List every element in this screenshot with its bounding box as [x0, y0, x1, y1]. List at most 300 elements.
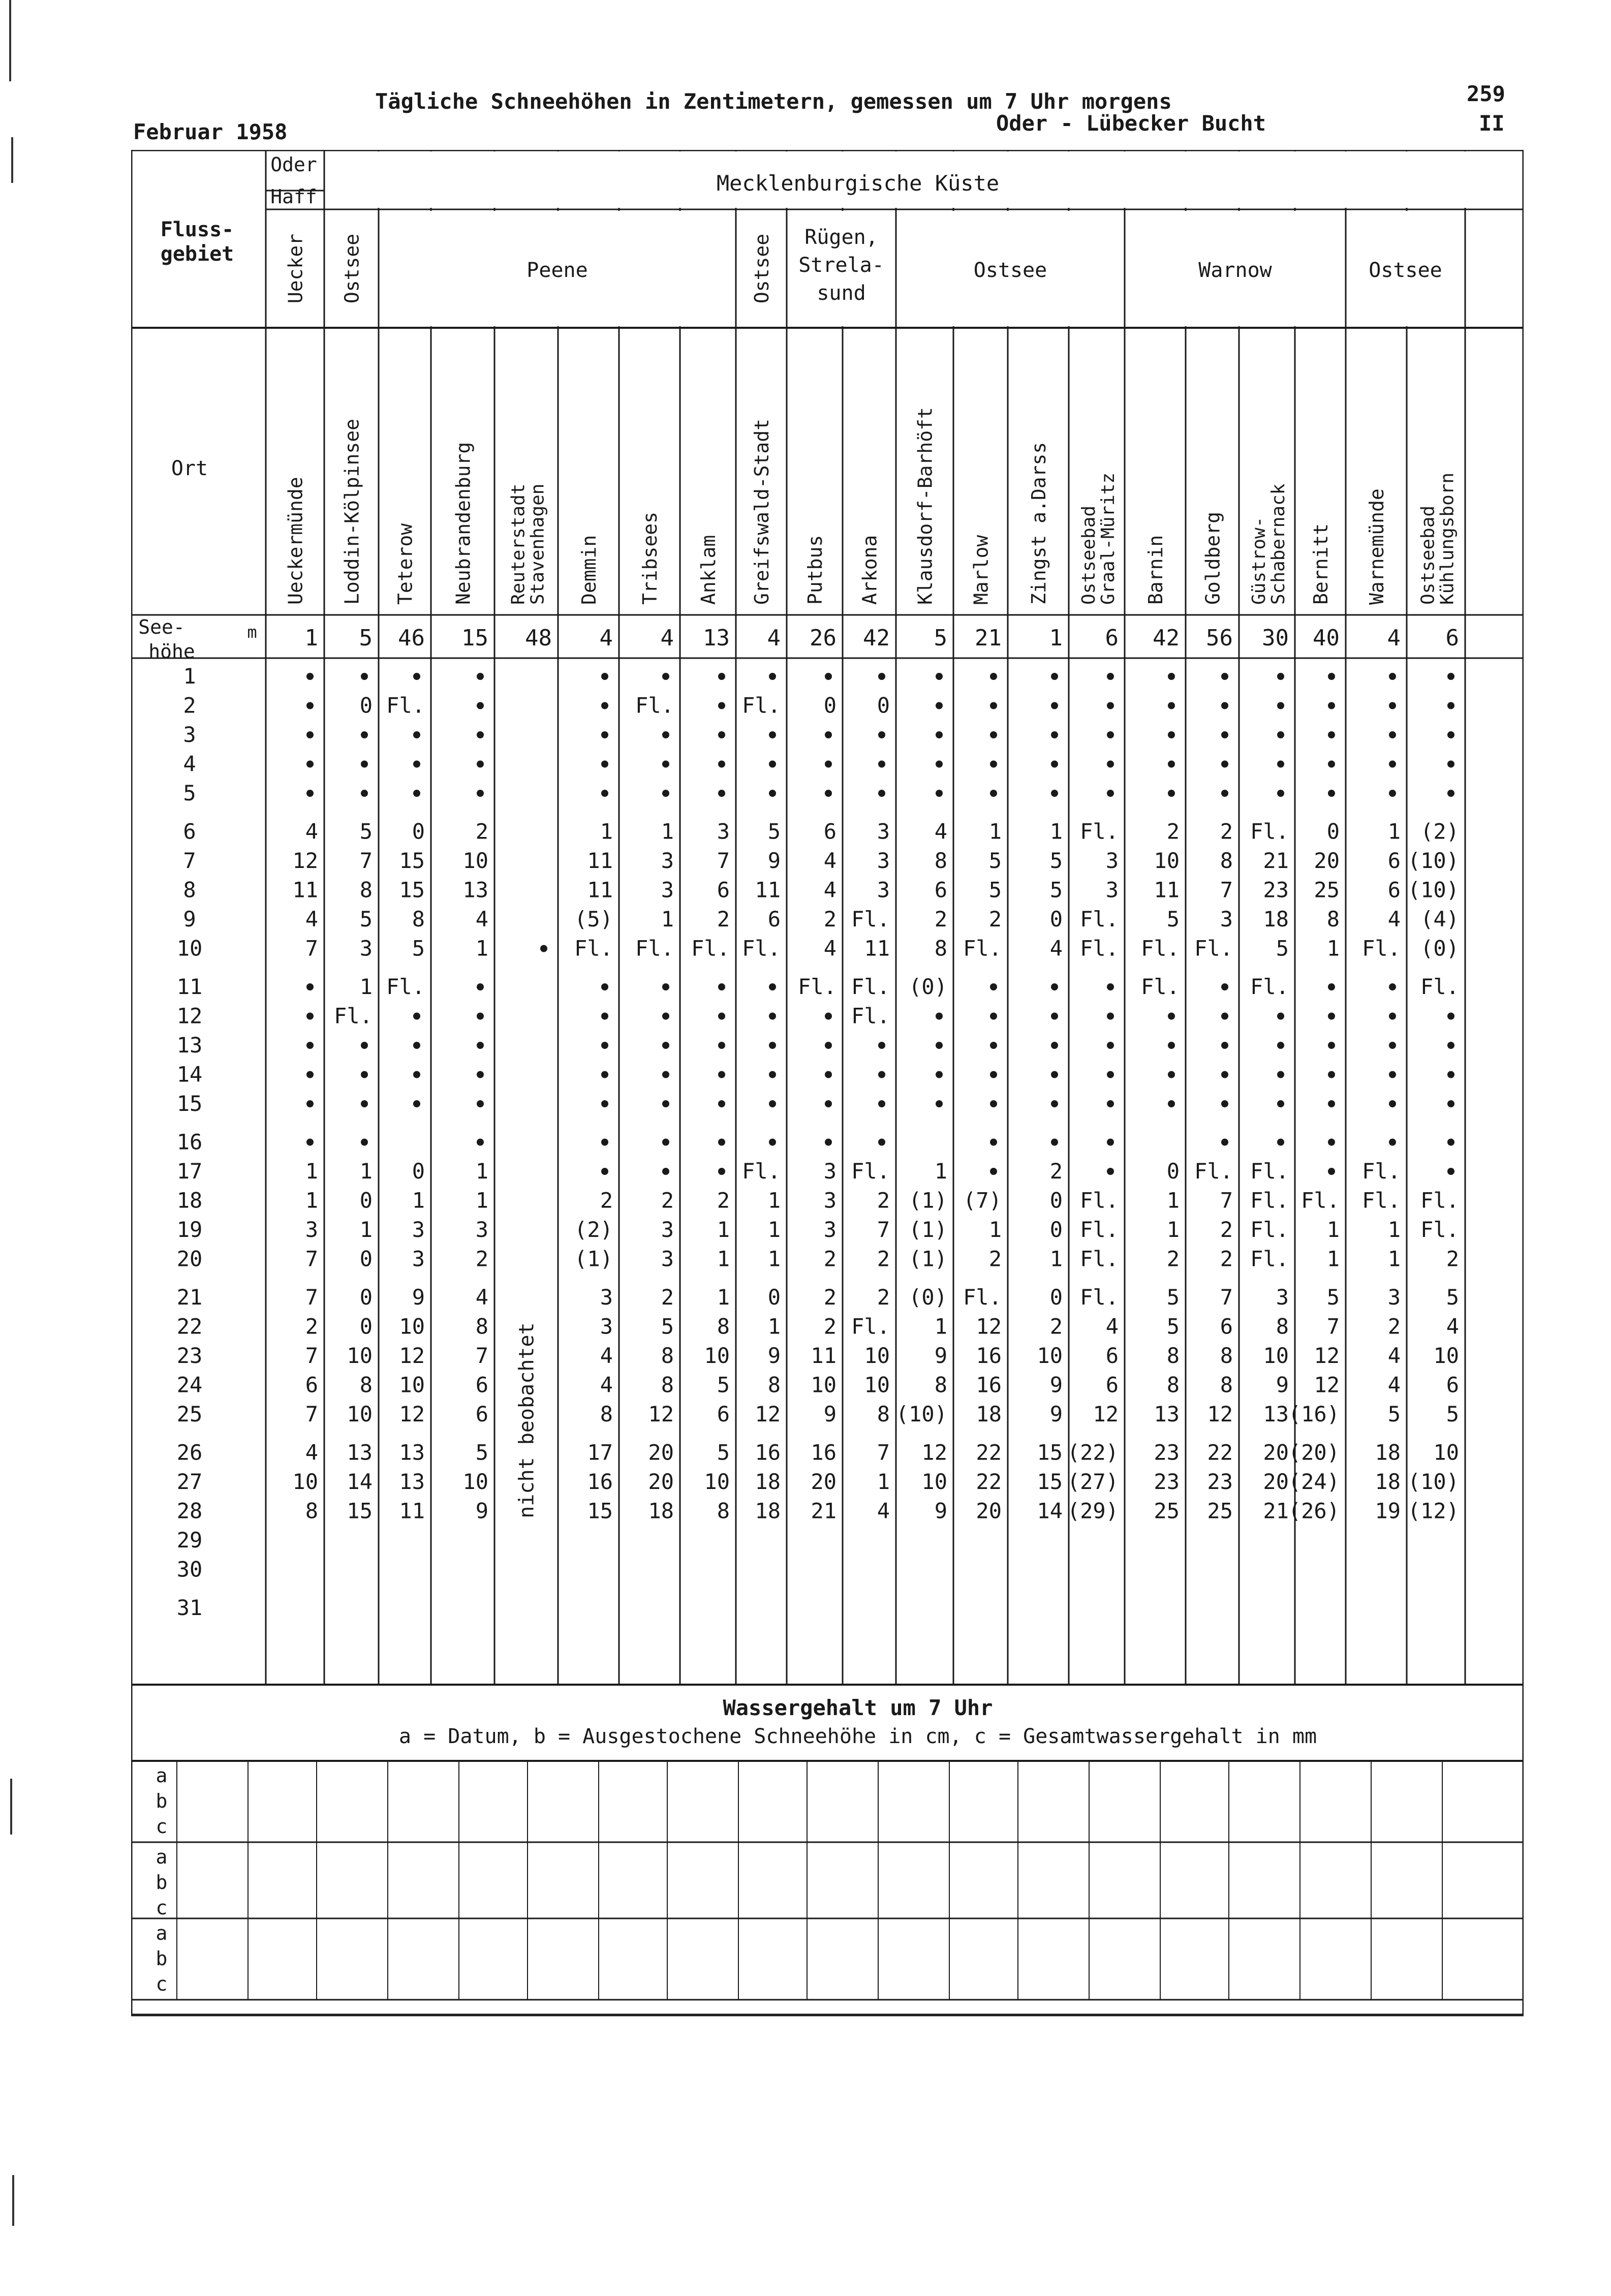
observation-value: 8 — [661, 1343, 674, 1368]
observation-value: 13 — [399, 1440, 425, 1465]
observation-value: 14 — [347, 1469, 373, 1494]
observation-value: (2) — [574, 1217, 613, 1242]
observation-dot — [1447, 790, 1454, 797]
observation-dot — [1051, 1100, 1058, 1107]
observation-value: 5 — [661, 1314, 674, 1339]
observation-value: 6 — [934, 877, 947, 903]
observation-value: 8 — [600, 1402, 613, 1426]
observation-value: 3 — [661, 1246, 674, 1271]
observation-value: 5 — [1446, 1285, 1459, 1310]
observation-dot — [878, 731, 885, 738]
observation-value: 12 — [292, 848, 318, 873]
observation-value: 2 — [934, 907, 947, 932]
observation-dot — [769, 1013, 776, 1020]
observation-value: 8 — [1220, 848, 1233, 873]
observation-value: 6 — [1387, 848, 1401, 873]
observation-value: Fl. — [1250, 1217, 1289, 1242]
river-group-label: Ostsee — [973, 259, 1047, 282]
observation-dot — [1277, 673, 1284, 680]
observation-dot — [1277, 790, 1284, 797]
observation-value: 0 — [1326, 819, 1340, 844]
observation-value: Fl. — [851, 1159, 890, 1184]
observation-value: 4 — [305, 819, 318, 844]
observation-dot — [601, 790, 608, 797]
observation-value: 0 — [1049, 1188, 1063, 1213]
observation-dot — [662, 790, 669, 797]
station-name: Zingst a.Darss — [1028, 442, 1050, 605]
observation-dot — [306, 761, 314, 768]
day-label: 29 — [176, 1528, 203, 1553]
observation-value: Fl. — [851, 1314, 890, 1339]
station-name: Barnin — [1144, 535, 1167, 605]
observation-value: (4) — [1420, 907, 1459, 932]
observation-dot — [413, 1071, 420, 1078]
observation-dot — [601, 1042, 608, 1049]
observation-dot — [769, 761, 776, 768]
observation-dot — [718, 1013, 725, 1020]
observation-dot — [1107, 1071, 1114, 1078]
not-observed-note: nicht beobachtet — [515, 1322, 539, 1518]
observation-value: 0 — [359, 1285, 373, 1310]
station-name: Graal-Müritz — [1098, 472, 1119, 605]
observation-dot — [1328, 1013, 1335, 1020]
observation-value: 13 — [399, 1469, 425, 1494]
observation-dot — [878, 1139, 885, 1146]
observation-dot — [718, 1071, 725, 1078]
observation-value: 3 — [823, 1217, 837, 1242]
station-name: Loddin-Kölpinsee — [340, 418, 363, 605]
observation-dot — [1221, 702, 1228, 709]
observation-value: Fl. — [1080, 936, 1119, 961]
day-label: 16 — [176, 1129, 203, 1155]
observation-value: 3 — [600, 1285, 613, 1310]
observation-value: 4 — [600, 1372, 613, 1398]
sheet-month: Februar 1958 — [133, 119, 288, 144]
observation-dot — [1168, 731, 1175, 738]
observation-value: 18 — [648, 1498, 674, 1524]
observation-dot — [936, 673, 943, 680]
observation-value: 5 — [1049, 877, 1063, 903]
observation-value: 0 — [1049, 1285, 1063, 1310]
station-height: 42 — [1153, 625, 1180, 651]
observation-value: Fl. — [1080, 1285, 1119, 1310]
observation-value: 1 — [475, 936, 488, 961]
observation-dot — [936, 731, 943, 738]
observation-dot — [477, 1013, 484, 1020]
observation-value: 6 — [305, 1372, 318, 1398]
station-height: 46 — [398, 625, 425, 651]
station-name: Demmin — [578, 535, 600, 605]
observation-value: 3 — [1105, 848, 1119, 873]
observation-value: 7 — [1220, 1285, 1233, 1310]
observation-value: 23 — [1263, 877, 1289, 903]
observation-dot — [1221, 1013, 1228, 1020]
observation-value: 16 — [587, 1469, 613, 1494]
observation-value: 2 — [1220, 1217, 1233, 1242]
observation-value: 10 — [347, 1402, 373, 1426]
day-label: 12 — [176, 1003, 203, 1029]
observation-dot — [361, 1139, 368, 1146]
observation-value: 1 — [359, 1217, 373, 1242]
observation-value: 20 — [976, 1498, 1002, 1524]
observation-value: Fl. — [1141, 936, 1180, 961]
river-group-label: Strela- — [798, 254, 884, 277]
observation-value: 2 — [988, 907, 1002, 932]
observation-value: 20 — [1314, 848, 1340, 873]
day-label: 18 — [176, 1188, 203, 1213]
observation-value: 13 — [462, 877, 488, 903]
station-height: 4 — [1387, 625, 1401, 651]
observation-value: 5 — [1387, 1402, 1401, 1426]
observation-dot — [306, 1042, 314, 1049]
observation-dot — [1168, 1013, 1175, 1020]
observation-dot — [601, 1100, 608, 1107]
observation-value: (12) — [1407, 1498, 1459, 1524]
observation-dot — [1107, 983, 1114, 990]
station-height: 42 — [863, 625, 890, 651]
observation-value: Fl. — [1080, 1217, 1119, 1242]
observation-dot — [662, 673, 669, 680]
observation-value: (16) — [1288, 1402, 1340, 1426]
observation-dot — [769, 1042, 776, 1049]
ort-label: Ort — [171, 457, 208, 480]
observation-value: 10 — [1433, 1440, 1459, 1465]
observation-value: Fl. — [963, 936, 1002, 961]
observation-value: 8 — [1326, 907, 1340, 932]
observation-value: 3 — [661, 877, 674, 903]
station-name: Arkona — [858, 535, 881, 605]
observation-value: 12 — [399, 1343, 425, 1368]
observation-dot — [662, 731, 669, 738]
observation-dot — [1389, 1139, 1396, 1146]
water-row-letter: c — [156, 1897, 168, 1919]
observation-value: 21 — [811, 1498, 837, 1524]
observation-value: 10 — [462, 848, 488, 873]
observation-value: 6 — [717, 877, 730, 903]
observation-dot — [1447, 1100, 1454, 1107]
observation-value: 1 — [717, 1285, 730, 1310]
observation-value: 20 — [1263, 1469, 1289, 1494]
observation-value: 11 — [587, 848, 613, 873]
observation-dot — [718, 1042, 725, 1049]
observation-value: 9 — [934, 1498, 947, 1524]
observation-value: Fl. — [1080, 1246, 1119, 1271]
station-name: Anklam — [697, 535, 720, 605]
observation-value: Fl. — [1194, 1159, 1233, 1184]
observation-value: 9 — [475, 1498, 488, 1524]
river-group-label: Ostsee — [1369, 259, 1442, 282]
observation-value: 6 — [475, 1372, 488, 1398]
observation-value: 1 — [305, 1188, 318, 1213]
observation-value: Fl. — [851, 974, 890, 999]
observation-value: 8 — [717, 1498, 730, 1524]
day-label: 25 — [176, 1402, 203, 1426]
observation-value: 4 — [934, 819, 947, 844]
water-legend: a = Datum, b = Ausgestochene Schneehöhe in cm, c = Gesamtwassergehalt in mm — [398, 1725, 1317, 1748]
observation-value: Fl. — [1250, 1159, 1289, 1184]
observation-value: 18 — [1375, 1440, 1401, 1465]
observation-dot — [1277, 702, 1284, 709]
observation-value: 1 — [877, 1469, 890, 1494]
observation-dot — [306, 673, 314, 680]
day-label: 9 — [183, 907, 196, 932]
observation-dot — [718, 1168, 725, 1175]
observation-value: 2 — [1166, 819, 1180, 844]
observation-dot — [1277, 731, 1284, 738]
observation-dot — [1168, 1071, 1175, 1078]
observation-value: Fl. — [963, 1285, 1002, 1310]
observation-dot — [1168, 673, 1175, 680]
observation-dot — [718, 1139, 725, 1146]
station-height: 6 — [1105, 625, 1119, 651]
observation-value: 3 — [305, 1217, 318, 1242]
observation-value: Fl. — [1080, 819, 1119, 844]
observation-dot — [361, 790, 368, 797]
observation-value: 11 — [811, 1343, 837, 1368]
observation-value: 5 — [1166, 907, 1180, 932]
station-height: 4 — [599, 625, 613, 651]
observation-value: 7 — [305, 1343, 318, 1368]
observation-value: 13 — [347, 1440, 373, 1465]
day-label: 22 — [176, 1314, 203, 1339]
observation-value: Fl. — [1250, 819, 1289, 844]
observation-value: 8 — [359, 877, 373, 903]
station-name: Putbus — [804, 535, 826, 605]
page-number: 259 — [1467, 81, 1505, 106]
observation-dot — [878, 1071, 885, 1078]
observation-value: 6 — [1105, 1343, 1119, 1368]
observation-value: Fl. — [742, 693, 781, 718]
observation-value: Fl. — [1250, 974, 1289, 999]
observation-value: 5 — [1276, 936, 1289, 961]
observation-value: 18 — [976, 1402, 1002, 1426]
observation-dot — [825, 1100, 832, 1107]
station-name: Ostseebad — [1078, 505, 1099, 605]
observation-value: 5 — [359, 819, 373, 844]
observation-value: 9 — [823, 1402, 837, 1426]
observation-value: 1 — [1049, 819, 1063, 844]
day-label: 31 — [176, 1595, 203, 1620]
scan-edge-mark — [12, 2175, 14, 2226]
station-name: Warnemünde — [1366, 488, 1388, 605]
day-label: 5 — [183, 781, 196, 805]
observation-value: (2) — [1420, 819, 1459, 844]
observation-dot — [718, 761, 725, 768]
observation-value: 4 — [1387, 1372, 1401, 1398]
observation-value: 8 — [1166, 1372, 1180, 1398]
seehoehe-label: See- — [138, 616, 185, 638]
observation-value: 1 — [767, 1217, 781, 1242]
observation-dot — [1221, 1071, 1228, 1078]
observation-value: 16 — [811, 1440, 837, 1465]
observation-dot — [990, 702, 997, 709]
observation-dot — [1107, 761, 1114, 768]
water-row-letter: b — [156, 1947, 168, 1970]
observation-dot — [1107, 1013, 1114, 1020]
station-height: 1 — [1049, 625, 1063, 651]
observation-value: 2 — [823, 1285, 837, 1310]
observation-value: 1 — [767, 1314, 781, 1339]
observation-value: 12 — [1207, 1402, 1233, 1426]
observation-value: 12 — [1093, 1402, 1119, 1426]
observation-dot — [601, 1071, 608, 1078]
observation-dot — [825, 673, 832, 680]
observation-value: 11 — [587, 877, 613, 903]
oder-haff-label: Oder — [270, 153, 317, 176]
observation-dot — [477, 1071, 484, 1078]
observation-dot — [825, 731, 832, 738]
observation-value: 10 — [292, 1469, 318, 1494]
observation-dot — [413, 1042, 420, 1049]
day-label: 28 — [176, 1498, 203, 1524]
observation-dot — [1447, 702, 1454, 709]
observation-value: 7 — [877, 1440, 890, 1465]
water-row-letter: b — [156, 1790, 168, 1812]
observation-dot — [990, 1168, 997, 1175]
observation-dot — [1107, 1139, 1114, 1146]
observation-value: 5 — [988, 877, 1002, 903]
observation-value: 12 — [1314, 1343, 1340, 1368]
observation-value: (0) — [1420, 936, 1459, 961]
day-label: 30 — [176, 1557, 203, 1582]
observation-dot — [601, 761, 608, 768]
observation-value: 5 — [988, 848, 1002, 873]
observation-value: 4 — [823, 877, 837, 903]
observation-dot — [1051, 702, 1058, 709]
coast-label: Mecklenburgische Küste — [716, 171, 1000, 196]
observation-value: 0 — [412, 1159, 425, 1184]
observation-value: 1 — [988, 1217, 1002, 1242]
river-group-label: Ostsee — [340, 233, 363, 304]
water-title: Wassergehalt um 7 Uhr — [723, 1695, 993, 1720]
observation-value: (24) — [1288, 1469, 1340, 1494]
observation-value: 3 — [877, 819, 890, 844]
observation-value: 13 — [1263, 1402, 1289, 1426]
observation-value: 23 — [1207, 1469, 1233, 1494]
observation-value: Fl. — [1250, 1246, 1289, 1271]
observation-dot — [1168, 761, 1175, 768]
observation-value: 3 — [661, 1217, 674, 1242]
observation-dot — [1168, 702, 1175, 709]
observation-value: 7 — [475, 1343, 488, 1368]
observation-dot — [769, 1071, 776, 1078]
observation-value: 15 — [347, 1498, 373, 1524]
observation-dot — [601, 731, 608, 738]
observation-value: 10 — [1263, 1343, 1289, 1368]
observation-value: Fl. — [851, 1003, 890, 1029]
observation-dot — [540, 945, 547, 952]
observation-dot — [361, 1042, 368, 1049]
observation-value: Fl. — [1362, 1188, 1401, 1213]
observation-value: (29) — [1067, 1498, 1119, 1524]
observation-value: 2 — [717, 1188, 730, 1213]
observation-value: 8 — [934, 848, 947, 873]
observation-value: 3 — [1276, 1285, 1289, 1310]
observation-dot — [1328, 983, 1335, 990]
observation-dot — [718, 731, 725, 738]
observation-value: Fl. — [386, 974, 425, 999]
observation-dot — [718, 702, 725, 709]
observation-value: 6 — [767, 907, 781, 932]
observation-dot — [1221, 1139, 1228, 1146]
observation-dot — [1107, 790, 1114, 797]
observation-dot — [1328, 673, 1335, 680]
observation-dot — [601, 1139, 608, 1146]
observation-dot — [306, 731, 314, 738]
day-label: 10 — [176, 936, 203, 961]
observation-value: 0 — [412, 819, 425, 844]
observation-value: 20 — [648, 1469, 674, 1494]
observation-dot — [1277, 761, 1284, 768]
observation-dot — [601, 1013, 608, 1020]
observation-value: 4 — [305, 907, 318, 932]
observation-value: 1 — [1387, 1246, 1401, 1271]
observation-value: (20) — [1288, 1440, 1340, 1465]
observation-value: (1) — [574, 1246, 613, 1271]
observation-value: 4 — [1387, 1343, 1401, 1368]
observation-value: 20 — [1263, 1440, 1289, 1465]
observation-value: 10 — [921, 1469, 947, 1494]
observation-value: 1 — [1326, 936, 1340, 961]
observation-dot — [1051, 1071, 1058, 1078]
observation-value: Fl. — [1250, 1188, 1289, 1213]
water-row-letter: a — [156, 1764, 168, 1787]
observation-dot — [990, 1013, 997, 1020]
station-height: 5 — [359, 625, 373, 651]
observation-value: 13 — [1154, 1402, 1180, 1426]
observation-dot — [1051, 1139, 1058, 1146]
scan-edge-mark — [10, 1779, 12, 1835]
observation-value: 5 — [717, 1440, 730, 1465]
observation-dot — [477, 1139, 484, 1146]
observation-value: 10 — [1433, 1343, 1459, 1368]
day-label: 1 — [183, 664, 196, 689]
observation-dot — [1168, 1042, 1175, 1049]
observation-value: 1 — [988, 819, 1002, 844]
observation-value: 10 — [811, 1372, 837, 1398]
observation-dot — [1328, 1042, 1335, 1049]
observation-value: 0 — [767, 1285, 781, 1310]
observation-dot — [477, 702, 484, 709]
observation-dot — [878, 1042, 885, 1049]
river-group-label: Warnow — [1198, 259, 1272, 282]
station-name: Bernitt — [1310, 523, 1332, 605]
water-row-letter: a — [156, 1922, 168, 1944]
observation-dot — [1447, 1071, 1454, 1078]
observation-value: 15 — [399, 848, 425, 873]
day-label: 20 — [176, 1246, 203, 1271]
observation-dot — [477, 1042, 484, 1049]
observation-dot — [361, 1071, 368, 1078]
observation-dot — [1328, 1071, 1335, 1078]
observation-value: 2 — [661, 1188, 674, 1213]
observation-value: 23 — [1154, 1440, 1180, 1465]
observation-value: 1 — [717, 1217, 730, 1242]
observation-value: (10) — [895, 1402, 947, 1426]
observation-dot — [1277, 1139, 1284, 1146]
observation-value: 8 — [661, 1372, 674, 1398]
observation-dot — [990, 673, 997, 680]
observation-dot — [825, 1042, 832, 1049]
observation-value: 5 — [767, 819, 781, 844]
observation-value: 1 — [600, 819, 613, 844]
observation-value: Fl. — [1420, 974, 1459, 999]
observation-value: 3 — [359, 936, 373, 961]
observation-dot — [718, 673, 725, 680]
scan-edge-mark — [9, 0, 11, 81]
observation-dot — [825, 1139, 832, 1146]
station-name: Güstrow- — [1249, 516, 1269, 605]
